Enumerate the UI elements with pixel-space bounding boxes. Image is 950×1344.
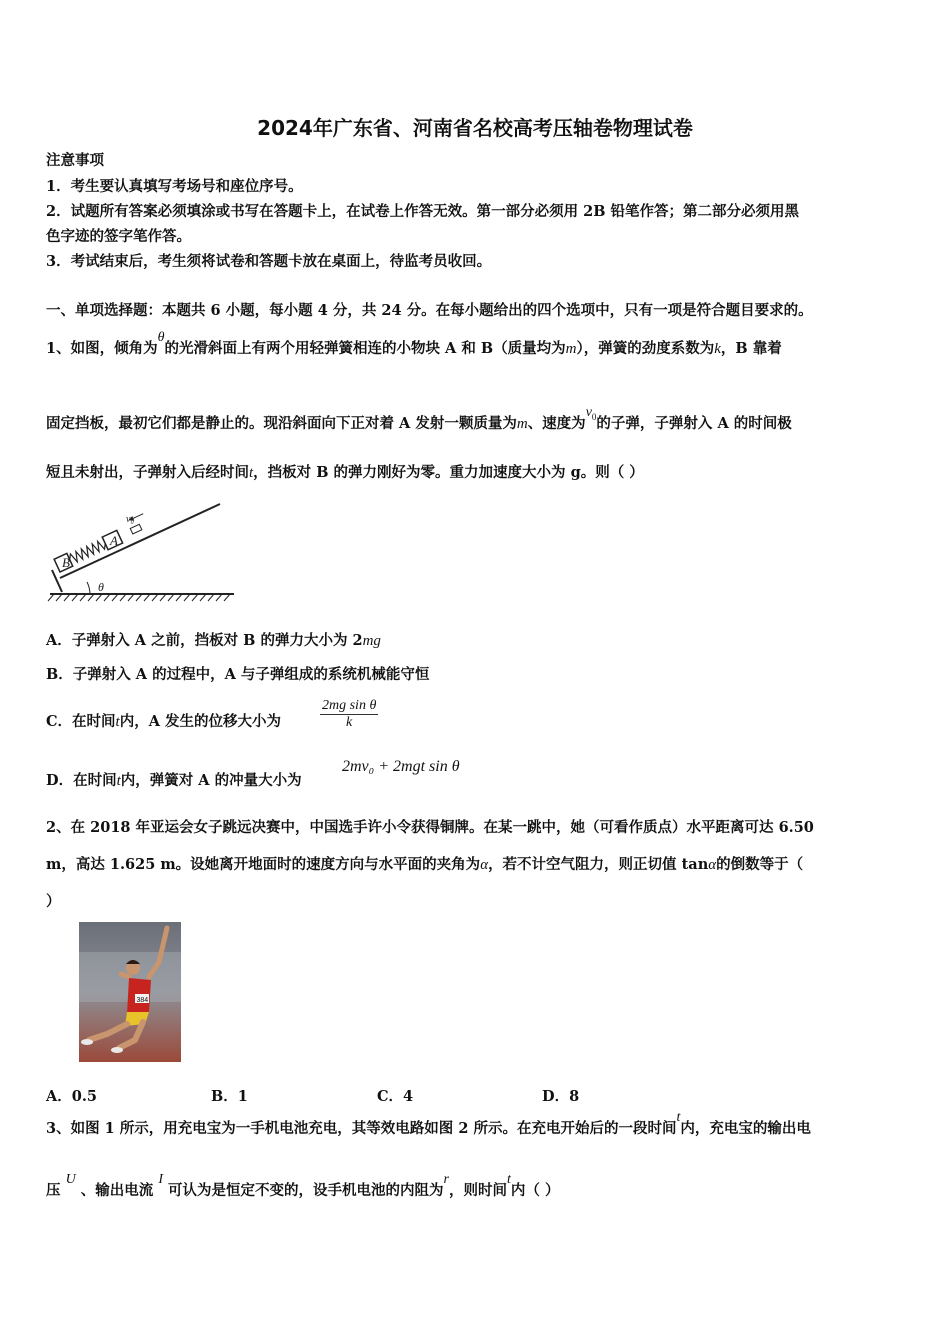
- long-jump-photo: [79, 922, 181, 1062]
- label-v0: v₀: [126, 514, 134, 525]
- theta-symbol: θ: [157, 330, 165, 345]
- q2-option-c: C．4: [377, 1088, 414, 1105]
- notice-item: 1．考生要认真填写考场号和座位序号。: [46, 178, 303, 195]
- q1-line-3: 短且未射出，子弹射入后经时间t，挡板对 B 的弹力刚好为零。重力加速度大小为 g。则（ ）: [46, 464, 644, 481]
- q2-line-2: m，高达 1.625 m。设她离开地面时的速度方向与水平面的夹角为α，若不计空气阻力，则正切值 tanα的倒数等于（: [46, 856, 804, 873]
- notice-item: 2．试题所有答案必须填涂或书写在答题卡上，在试卷上作答无效。第一部分必须用 2B 铅笔作答；第二部分必须用黑: [46, 203, 800, 220]
- page-title: 2024年广东省、河南省名校高考压轴卷物理试卷: [257, 116, 693, 140]
- q3-line-1: 3、如图 1 所示，用充电宝为一手机电池充电，其等效电路如图 2 所示。在充电开始后的一段时间t内，充电宝的输出电: [46, 1110, 811, 1137]
- bib-number: 384: [136, 997, 149, 1004]
- q1-option-a: A．子弹射入 A 之前，挡板对 B 的弹力大小为 2mg: [46, 632, 381, 649]
- q3-line-2: 压 U 、输出电流 I 可认为是恒定不变的，设手机电池的内阻为r，则时间t内（ ）: [46, 1172, 560, 1199]
- q1-option-c: C．在时间t内，A 发生的位移大小为: [46, 713, 282, 730]
- notice-item: 3．考试结束后，考生须将试卷和答题卡放在桌面上，待监考员收回。: [46, 253, 492, 270]
- label-A: A: [110, 533, 118, 548]
- label-theta: θ: [98, 580, 104, 594]
- q1-option-d: D．在时间t内，弹簧对 A 的冲量大小为: [46, 772, 302, 789]
- q2-line-1: 2、在 2018 年亚运会女子跳远决赛中，中国选手许小令获得铜牌。在某一跳中，她（可看作质点）水平距离可达 6.50: [46, 819, 814, 836]
- q1-option-d-expression: 2mv₀ + 2mgt sin θ: [342, 758, 460, 775]
- q2-option-a: A．0.5: [46, 1088, 97, 1105]
- q1-option-c-fraction: $\frac{\text{2mg sin θ}}{k}$: [322, 698, 377, 730]
- q1-line-1: 1、如图，倾角为θ的光滑斜面上有两个用轻弹簧相连的小物块 A 和 B（质量均为m），弹簧的劲度系数为k，B 靠着: [46, 330, 782, 357]
- q2-line-3: ）: [46, 893, 61, 910]
- v0-symbol: $v_0$: [585, 405, 597, 422]
- q1-line-2: 固定挡板，最初它们都是静止的。现沿斜面向下正对着 A 发射一颗质量为m、速度为$v_0$的子弹，子弹射入 A 的时间极: [46, 405, 792, 432]
- section-heading: 一、单项选择题：本题共 6 小题，每小题 4 分，共 24 分。在每小题给出的四个选项中，只有一项是符合题目要求的。: [46, 302, 813, 319]
- notice-heading: 注意事项: [46, 152, 104, 169]
- q2-option-b: B．1: [211, 1088, 248, 1105]
- incline-spring-diagram: [46, 500, 241, 608]
- q1-option-b: B．子弹射入 A 的过程中，A 与子弹组成的系统机械能守恒: [46, 666, 430, 683]
- label-B: B: [62, 555, 70, 570]
- notice-item: 色字迹的签字笔作答。: [46, 228, 191, 245]
- q2-option-d: D．8: [542, 1088, 580, 1105]
